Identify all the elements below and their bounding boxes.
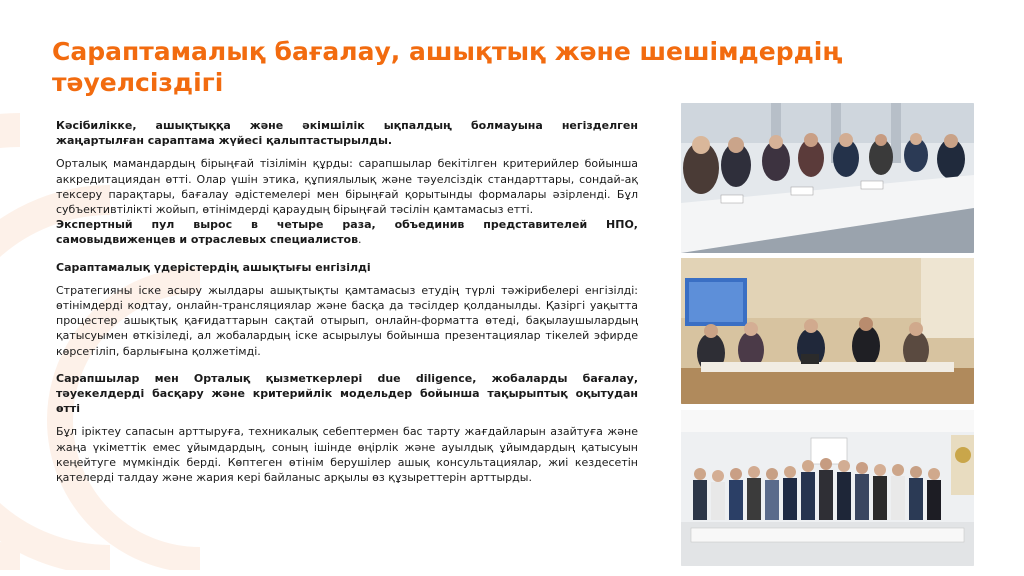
section-1-heading: Кәсібилікке, ашықтыққа және әкімшілік ықпалдың болмауына негізделген жаңартылған сараптама жүйесі қалыптастырылды. bbox=[56, 119, 638, 148]
section-1-extra bbox=[56, 217, 638, 247]
section-2-body: Стратегияны іске асыру жылдары ашықтықты қамтамасыз етудің түрлі тәжірибелері енгізілді: өтінімдерді кодтау, онлайн-трансляциялар және басқа да тәсілдер қолданылды. Қазіргі уақытта процестер ашықтық қағидаттарын сақтай отырып, онлайн-форматта өтеді, бақылаушылардың қатысуымен өткізіледі, ал жобалардың іске асырылуы бойынша презентациялар тікелей эфирде көрсетіліп, барлығына қолжетімді. bbox=[56, 283, 638, 358]
section-1-extra-bold: Экспертный пул вырос в четыре раза, объединив представителей НПО, самовыдвиженцев и отраслевых специалистов bbox=[56, 218, 638, 247]
slide-title: Сараптамалық бағалау, ашықтық және шешімдердің тәуелсіздігі bbox=[52, 37, 843, 97]
section-2-heading: Сараптамалық үдерістердің ашықтығы енгізілді bbox=[56, 260, 371, 274]
section-1-body: Орталық мамандардың бірыңғай тізілімін құрды: сарапшылар бекітілген критерийлер бойынша аккредитациядан өтті. Олар үшін этика, құпиялылық және тәуелсіздік стандарттары, сондай-ақ тексеру парақтары, бағалау әдістемелері мен бірыңғай қорытынды формалары әзірленді. Бұл субъективтілікті жойып, өтінімдерді қараудың бірыңғай тәсілін қамтамасыз етті. bbox=[56, 157, 638, 217]
section-1-extra-tail: . bbox=[358, 233, 362, 247]
photo-conference-meeting bbox=[681, 103, 974, 253]
section-3-body: Бұл іріктеу сапасын арттыруға, техникалық себептермен бас тарту жағдайларын азайтуға және жаңа үкіметтік емес ұйымдардың, соның ішінде өңірлік және ауылдық ұйымдардың қатысуын кеңейтуге мүмкіндік берді. Көптеген өтінім берушілер ашық консультациялар, жиі кездесетін қателерді талдау және жария кері байланыс арқылы өз құзыреттерін арттырды. bbox=[56, 425, 638, 485]
section-3-heading: Сарапшылар мен Орталық қызметкерлері due diligence, жобаларды бағалау, тәуекелдерді басқару және критерийлік модельдер бойынша тақырыптық оқытудан өтті bbox=[56, 371, 638, 416]
photo-transparency-session bbox=[681, 258, 974, 404]
photo-group-training bbox=[681, 410, 974, 566]
text-column bbox=[56, 118, 638, 485]
